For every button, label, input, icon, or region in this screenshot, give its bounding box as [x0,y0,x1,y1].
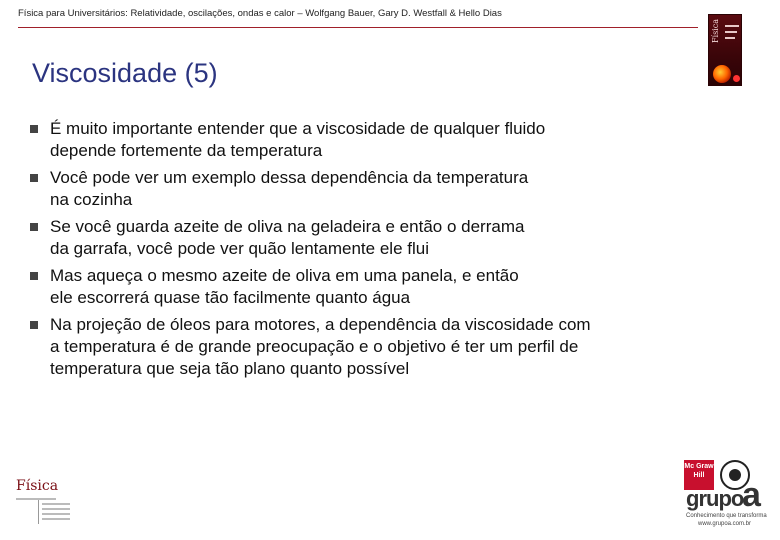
header-text: Física para Universitários: Relatividade, oscilações, ondas e calor – Wolfgang Bauer, Gary D. Westfall & Hello Dias [18,8,502,19]
book-cover-line [725,31,737,33]
bullet-item [30,265,730,309]
bullet-item [30,216,730,260]
footer-book-logo [16,478,86,528]
bullet-list [30,118,730,385]
square-bullet-icon [30,174,38,182]
bullet-line: depende fortemente da temperatura [50,141,323,160]
book-cover-line [725,37,735,39]
publisher-logo [684,460,774,532]
square-bullet-icon [30,223,38,231]
book-cover-title: Física [711,19,720,44]
footer-logo-title: Física [16,478,59,494]
book-cover-line [725,25,739,27]
footer-logo-block [38,500,75,524]
header-divider [18,27,698,28]
grupo-a-letter: a [742,476,761,514]
square-bullet-icon [30,272,38,280]
bullet-line: Você pode ver um exemplo dessa dependência da temperatura [50,168,529,187]
bullet-line: ele escorrerá quase tão facilmente quanto água [50,288,411,307]
book-cover-dot [733,75,740,82]
book-cover-image [708,14,742,86]
bullet-item [30,118,730,162]
bullet-line: É muito importante entender que a viscosidade de qualquer fluido [50,119,546,138]
bullet-line: da garrafa, você pode ver quão lentamente ele flui [50,239,429,258]
bullet-line: na cozinha [50,190,133,209]
square-bullet-icon [30,125,38,133]
square-bullet-icon [30,321,38,329]
bullet-line: Na projeção de óleos para motores, a dependência da viscosidade com [50,315,591,334]
bullet-line: a temperatura é de grande preocupação e o objetivo é ter um perfil de [50,337,579,356]
slide-title: Viscosidade (5) [32,58,218,88]
bullet-line: Mas aqueça o mesmo azeite de oliva em uma panela, e então [50,266,519,285]
publisher-website: www.grupoa.com.br [698,521,752,527]
bullet-line: Se você guarda azeite de oliva na geladeira e então o derrama [50,217,525,236]
grupo-label: grupo [686,486,744,511]
mcgraw-hill-logo: Mc Graw Hill [684,460,714,490]
bullet-item [30,314,730,380]
bullet-item [30,167,730,211]
book-cover-orb [713,65,731,83]
bullet-line: temperatura que seja tão plano quanto possível [50,359,410,378]
publisher-tagline: Conhecimento que transforma [686,513,767,519]
